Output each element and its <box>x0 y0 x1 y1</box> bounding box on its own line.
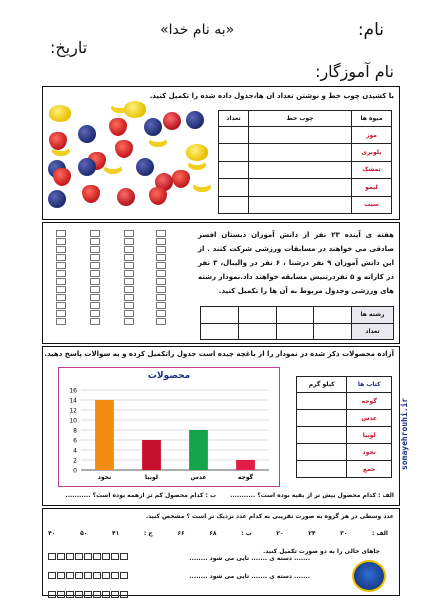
num: ۴۱ <box>111 530 120 537</box>
num: ۴۰ <box>48 530 56 537</box>
count-cell[interactable] <box>314 323 352 340</box>
fruit-name: سیب <box>352 196 392 213</box>
y-tick-label: 0 <box>73 467 77 475</box>
y-tick-label: 12 <box>69 407 77 415</box>
fruit-name: لیمو <box>352 179 392 196</box>
y-tick-label: 16 <box>69 387 77 395</box>
bar <box>189 430 208 470</box>
y-tick-label: 2 <box>73 457 77 465</box>
bar <box>236 460 255 470</box>
graph-column[interactable] <box>90 230 100 326</box>
count-cell[interactable] <box>219 196 249 213</box>
bismillah: «به نام خدا» <box>160 22 235 38</box>
category-label: گوجه <box>237 474 254 481</box>
y-tick-label: 6 <box>73 437 77 445</box>
fill-instruction: جاهای خالی را به دو صورت تکمیل کنید. <box>263 548 380 555</box>
kg-cell[interactable] <box>297 461 347 478</box>
item-name: جمع <box>347 461 392 478</box>
fill-line-1[interactable]: ....... دسته ی ....... تایی می شود ........ <box>189 555 310 562</box>
kg-cell[interactable] <box>297 444 347 461</box>
count-cell[interactable] <box>219 179 249 196</box>
sport-cell[interactable] <box>238 307 276 324</box>
group-label: ج : <box>143 530 153 537</box>
count-cell[interactable] <box>276 323 314 340</box>
tally-cell[interactable] <box>249 196 352 213</box>
section4-instruction: عدد وسطی در هر گروه به صورت تقریبی به کدام عدد نزدیک تر است ؟ مشخص کنید. <box>145 513 394 520</box>
chart-title: محصولات <box>147 371 191 381</box>
products-table <box>296 376 392 478</box>
products-bar-chart <box>59 368 281 488</box>
num: ۲۴ <box>308 530 316 537</box>
sport-cell[interactable] <box>201 307 239 324</box>
fill-line-2[interactable]: ....... دسته ی ....... تایی می شود ........ <box>189 573 310 580</box>
y-tick-label: 14 <box>69 397 77 405</box>
item-name: نخود <box>347 444 392 461</box>
sports-table <box>200 306 394 340</box>
header-fruits: میوه ها <box>352 111 392 127</box>
website-watermark: somayehrouhi.ir <box>400 397 409 470</box>
graph-column[interactable] <box>56 230 66 326</box>
num: ۶۶ <box>177 530 185 537</box>
category-label: نخود <box>97 474 112 481</box>
kg-cell[interactable] <box>297 393 347 410</box>
kg-cell[interactable] <box>297 427 347 444</box>
header-items: کتاب ها <box>347 377 392 393</box>
y-tick-label: 10 <box>69 417 77 425</box>
question-b: ب : کدام محصول کم تر ازهمه بوده است؟ ........... <box>65 492 216 499</box>
fruit-name: موز <box>352 127 392 144</box>
category-label: عدس <box>190 474 207 481</box>
num: ۳۰ <box>340 530 348 537</box>
teacher-label: نام آموزگار: <box>315 62 394 81</box>
sport-cell[interactable] <box>276 307 314 324</box>
fruit-name: تمشک <box>352 161 392 178</box>
graph-column[interactable] <box>156 230 166 326</box>
sports-paragraph: هفته ی آینده ۲۳ نفر از دانش آموزان دبستان افسر صادقی می خواهند در مسابقات ورزشی شرکت کنند . از این دانش آموزان ۹ نفر درشنا ، ۶ نفر در والیبال، ۳ نفر در کاراته و ۵ نفردرتنیس مسابقه خواهند داد.نمودار رشته های ورزشی وجدول مربوط به آن ها را تکمیل کنید. <box>198 231 394 295</box>
count-cell[interactable] <box>238 323 276 340</box>
count-cell[interactable] <box>219 144 249 161</box>
kg-cell[interactable] <box>297 410 347 427</box>
category-label: لوبیا <box>145 474 158 481</box>
group-label: الف : <box>372 530 388 537</box>
num: ۲۰ <box>276 530 284 537</box>
site-logo <box>352 560 386 592</box>
name-label: نام: <box>357 20 384 40</box>
section3-instruction: آزاده محصولات ذکر شده در نمودار را از باغچه چیده است جدول راتکمیل کرده و به سوالات پاسخ دهید. <box>44 350 394 358</box>
count-cell[interactable] <box>201 323 239 340</box>
y-tick-label: 8 <box>73 427 77 435</box>
tally-cell[interactable] <box>249 179 352 196</box>
num: ۶۸ <box>209 530 217 537</box>
item-name: عدس <box>347 410 392 427</box>
fruit-picture <box>46 100 216 218</box>
section1-instruction: با کشیدن چوب خط و نوشتن تعداد ان ها،جدول داده شده را تکمیل کنید. <box>149 92 394 100</box>
fruit-name: بلوبری <box>352 144 392 161</box>
row-label-count: تعداد <box>352 323 394 340</box>
products-chart-frame <box>58 367 280 487</box>
bar-graph-grid <box>56 230 176 338</box>
count-cell[interactable] <box>219 127 249 144</box>
graph-column[interactable] <box>124 230 134 326</box>
num: ۵۰ <box>80 530 88 537</box>
sport-cell[interactable] <box>314 307 352 324</box>
counting-blocks <box>48 546 138 576</box>
item-name: گوجه <box>347 393 392 410</box>
fruit-tally-table <box>218 110 392 214</box>
tally-cell[interactable] <box>249 144 352 161</box>
group-label: ب : <box>241 530 252 537</box>
row-label-sports: رشته ها <box>352 307 394 324</box>
header-count: تعداد <box>219 111 249 127</box>
date-label: تاریخ: <box>50 38 88 57</box>
count-cell[interactable] <box>219 161 249 178</box>
tally-cell[interactable] <box>249 161 352 178</box>
bar <box>95 400 114 470</box>
tally-cell[interactable] <box>249 127 352 144</box>
bar <box>142 440 161 470</box>
rounding-row <box>48 530 388 542</box>
question-a: الف : کدام محصول بیش تر از بقیه بوده است؟ ........... <box>230 492 394 499</box>
header-kg: کیلو گرم <box>297 377 347 393</box>
header-tally: چوب خط <box>249 111 352 127</box>
y-tick-label: 4 <box>73 447 77 455</box>
item-name: لوبیا <box>347 427 392 444</box>
